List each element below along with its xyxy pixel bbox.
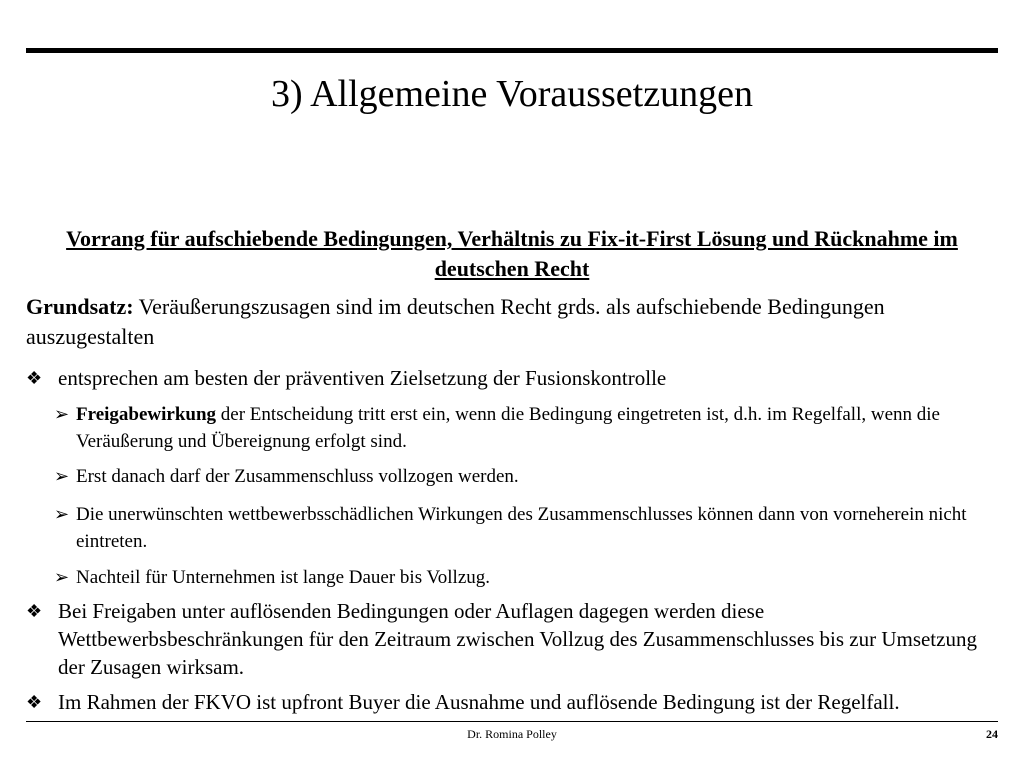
- subbullet-item: [54, 501, 994, 555]
- grundsatz-label: Grundsatz:: [26, 294, 134, 319]
- bullet-item: [26, 364, 996, 392]
- top-divider: [26, 48, 998, 53]
- bullet-text: Bei Freigaben unter auflösenden Bedingungen oder Auflagen dagegen werden diese Wettbewerbsbeschränkungen für den Zeitraum zwischen Vollzug des Zusammenschlusses bis zur Umsetzung der Zusagen wirksam.: [58, 599, 977, 679]
- subbullet-item: [54, 463, 994, 490]
- bullet-text: Im Rahmen der FKVO ist upfront Buyer die Ausnahme und auflösende Bedingung ist der Regelfall.: [58, 690, 900, 714]
- subbullet-text: Erst danach darf der Zusammenschluss vollzogen werden.: [76, 466, 519, 487]
- subbullet-item: [54, 564, 994, 591]
- footer-author: Dr. Romina Polley: [467, 727, 557, 741]
- subbullet-text: Nachteil für Unternehmen ist lange Dauer bis Vollzug.: [76, 567, 491, 588]
- footer-divider: [26, 721, 998, 722]
- page-number: 24: [986, 727, 998, 741]
- grundsatz-text: Veräußerungszusagen sind im deutschen Recht grds. als aufschiebende Bedingungen auszugestalten: [26, 294, 885, 349]
- subbullet-text: Freigabewirkung der Entscheidung tritt erst ein, wenn die Bedingung eingetreten ist, d.h. im Regelfall, wenn die Veräußerung und Übereignung erfolgt sind.: [76, 404, 940, 452]
- arrow-bullet-icon: ➢: [54, 404, 70, 424]
- diamond-bullet-icon: ❖: [26, 692, 43, 712]
- arrow-bullet-icon: ➢: [54, 567, 70, 587]
- subbullet-item: [54, 401, 994, 455]
- bullet-text: entsprechen am besten der präventiven Zielsetzung der Fusionskontrolle: [58, 366, 667, 390]
- subbullet-text: Die unerwünschten wettbewerbsschädlichen Wirkungen des Zusammenschlusses können dann von vorneherein nicht eintreten.: [76, 504, 967, 552]
- arrow-bullet-icon: ➢: [54, 466, 70, 486]
- bullet-item: [26, 597, 996, 681]
- bullet-item: [26, 688, 996, 716]
- arrow-bullet-icon: ➢: [54, 504, 70, 524]
- section-subheading: Vorrang für aufschiebende Bedingungen, Verhältnis zu Fix-it-First Lösung und Rücknahme im deutschen Recht: [66, 226, 958, 281]
- subbullet-bold-term: Freigabewirkung: [76, 404, 217, 425]
- slide-title: 3) Allgemeine Voraussetzungen: [271, 73, 753, 115]
- diamond-bullet-icon: ❖: [26, 368, 43, 388]
- diamond-bullet-icon: ❖: [26, 601, 43, 621]
- grundsatz-paragraph: [26, 292, 986, 352]
